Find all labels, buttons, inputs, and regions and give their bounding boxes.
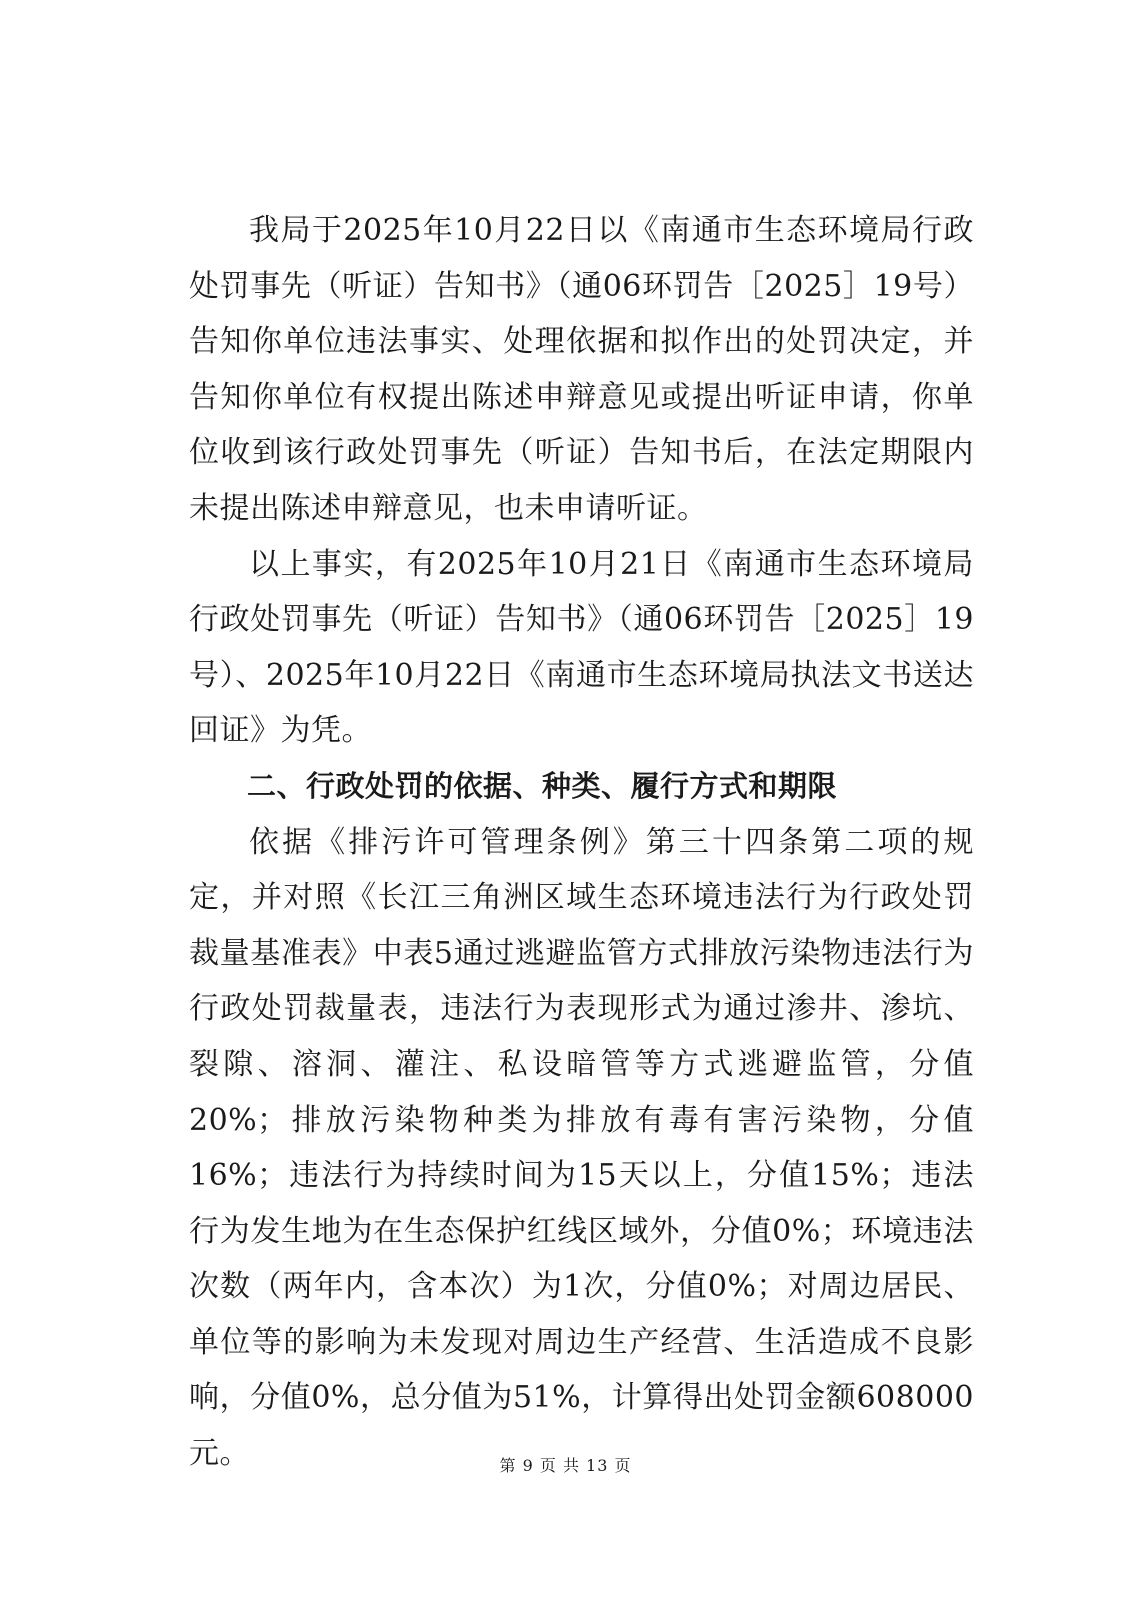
page-number-footer: 第 9 页 共 13 页 xyxy=(499,1456,632,1475)
paragraph-hearing-notice: 我局于2025年10月22日以《南通市生态环境局行政处罚事先（听证）告知书》（通06环罚告［2025］19号）告知你单位违法事实、处理依据和拟作出的处罚决定，并告知你单位有权提出陈述申辩意见或提出听证申请，你单位收到该行政处罚事先（听证）告知书后，在法定期限内未提出陈述申辩意见，也未申请听证。 xyxy=(189,213,974,526)
section-heading-penalty-basis: 二、行政处罚的依据、种类、履行方式和期限 xyxy=(247,768,838,803)
paragraph-penalty-calculation: 依据《排污许可管理条例》第三十四条第二项的规定，并对照《长江三角洲区域生态环境违法行为行政处罚裁量基准表》中表5通过逃避监管方式排放污染物违法行为行政处罚裁量表，违法行为表现形式为通过渗井、渗坑、裂隙、溶洞、灌注、私设暗管等方式逃避监管，分值20%；排放污染物种类为排放有毒有害污染物，分值16%；违法行为持续时间为15天以上，分值15%；违法行为发生地为在生态保护红线区域外，分值0%；环境违法次数（两年内，含本次）为1次，分值0%；对周边居民、单位等的影响为未发现对周边生产经营、生活造成不良影响，分值0%，总分值为51%，计算得出处罚金额608000元。 xyxy=(189,824,974,1472)
paragraph-evidence: 以上事实，有2025年10月21日《南通市生态环境局行政处罚事先（听证）告知书》（通06环罚告［2025］19号）、2025年10月22日《南通市生态环境局执法文书送达回证》为凭。 xyxy=(189,546,974,749)
document-body xyxy=(189,203,974,1482)
